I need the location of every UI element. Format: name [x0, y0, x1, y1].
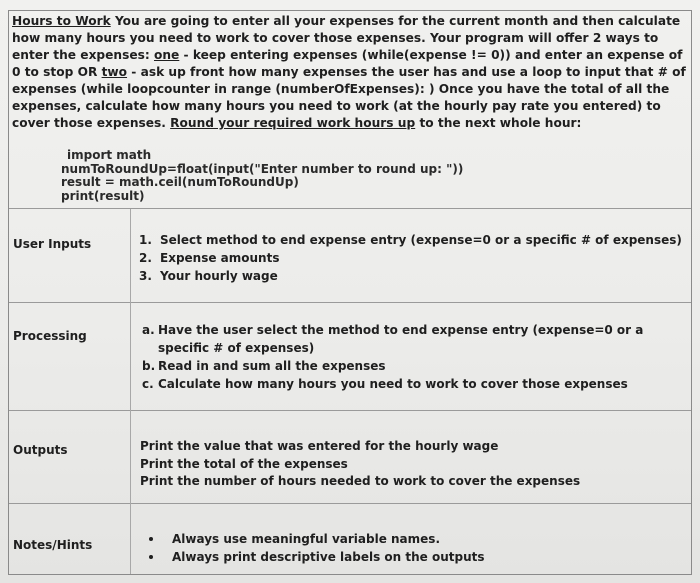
processing-label: Processing — [13, 329, 87, 343]
outputs-label: Outputs — [13, 443, 68, 457]
notes-list — [149, 530, 485, 566]
intro-text-2: - keep entering expenses (while(expense != 0)) and enter an expense of 0 to stop OR — [12, 48, 683, 79]
intro-two: two — [101, 65, 128, 79]
list-item — [142, 321, 682, 357]
item-number: 3. — [139, 269, 152, 283]
list-item — [139, 231, 682, 249]
intro-text-1: You are going to enter all your expenses for the current month and then calculate how many hours you need to work to cover those expenses. Your program will offer 2 ways to enter the expenses: — [12, 14, 681, 62]
list-item: Print the value that was entered for the hourly wage — [140, 439, 499, 453]
notes-row — [9, 504, 691, 574]
bullet-icon — [149, 555, 153, 559]
list-item — [139, 249, 682, 267]
item-text: Have the user select the method to end expense entry (expense=0 or a specific # of expenses) — [158, 323, 644, 355]
outputs-row — [9, 411, 691, 504]
list-item — [139, 267, 682, 285]
list-item: Print the total of the expenses — [140, 456, 348, 471]
intro-text-4: to the next whole hour: — [415, 116, 582, 130]
code-line: import math — [67, 148, 152, 162]
item-number: 1. — [139, 233, 152, 247]
processing-list — [142, 321, 682, 393]
intro-one: one — [153, 48, 180, 62]
user-inputs-label: User Inputs — [13, 237, 92, 251]
user-inputs-list — [139, 231, 682, 285]
intro-paragraph — [12, 13, 688, 132]
list-item: Print the number of hours needed to work to cover the expenses — [140, 474, 581, 488]
code-line: result = math.ceil(numToRoundUp) — [61, 175, 299, 189]
user-inputs-row — [9, 209, 691, 303]
item-text: Always print descriptive labels on the outputs — [172, 550, 485, 564]
item-text: Calculate how many hours you need to work to cover those expenses — [158, 377, 628, 391]
item-letter: a. — [142, 323, 155, 337]
item-letter: c. — [142, 377, 154, 391]
outputs-list — [140, 438, 580, 491]
bullet-icon — [149, 537, 153, 541]
column-divider — [130, 209, 131, 574]
intro-text-3: - ask up front how many expenses the user has and use a loop to input that # of expenses (while loopcounter in range (numberOfExpenses): ) Once you have the total of all the expenses, calculate how many hours you need to work (at the hourly pay rate you entered) to cover those expenses. — [12, 65, 686, 130]
item-text: Always use meaningful variable names. — [172, 532, 440, 546]
code-line: numToRoundUp=float(input("Enter number to round up: ")) — [61, 161, 464, 176]
code-sample — [61, 149, 463, 203]
code-line: print(result) — [61, 188, 145, 203]
intro-row — [9, 11, 691, 209]
list-item — [149, 530, 485, 548]
list-item — [149, 548, 485, 566]
item-text: Your hourly wage — [160, 269, 278, 283]
list-item — [142, 375, 682, 393]
notes-label: Notes/Hints — [13, 538, 93, 552]
item-text: Expense amounts — [160, 251, 280, 265]
processing-row — [9, 303, 691, 411]
assignment-table — [8, 10, 692, 575]
intro-round-up: Round your required work hours up — [170, 116, 416, 130]
list-item — [142, 357, 682, 375]
item-number: 2. — [139, 251, 152, 265]
item-letter: b. — [142, 359, 156, 373]
item-text: Read in and sum all the expenses — [158, 359, 386, 373]
intro-title: Hours to Work — [12, 14, 111, 28]
item-text: Select method to end expense entry (expense=0 or a specific # of expenses) — [160, 233, 682, 247]
